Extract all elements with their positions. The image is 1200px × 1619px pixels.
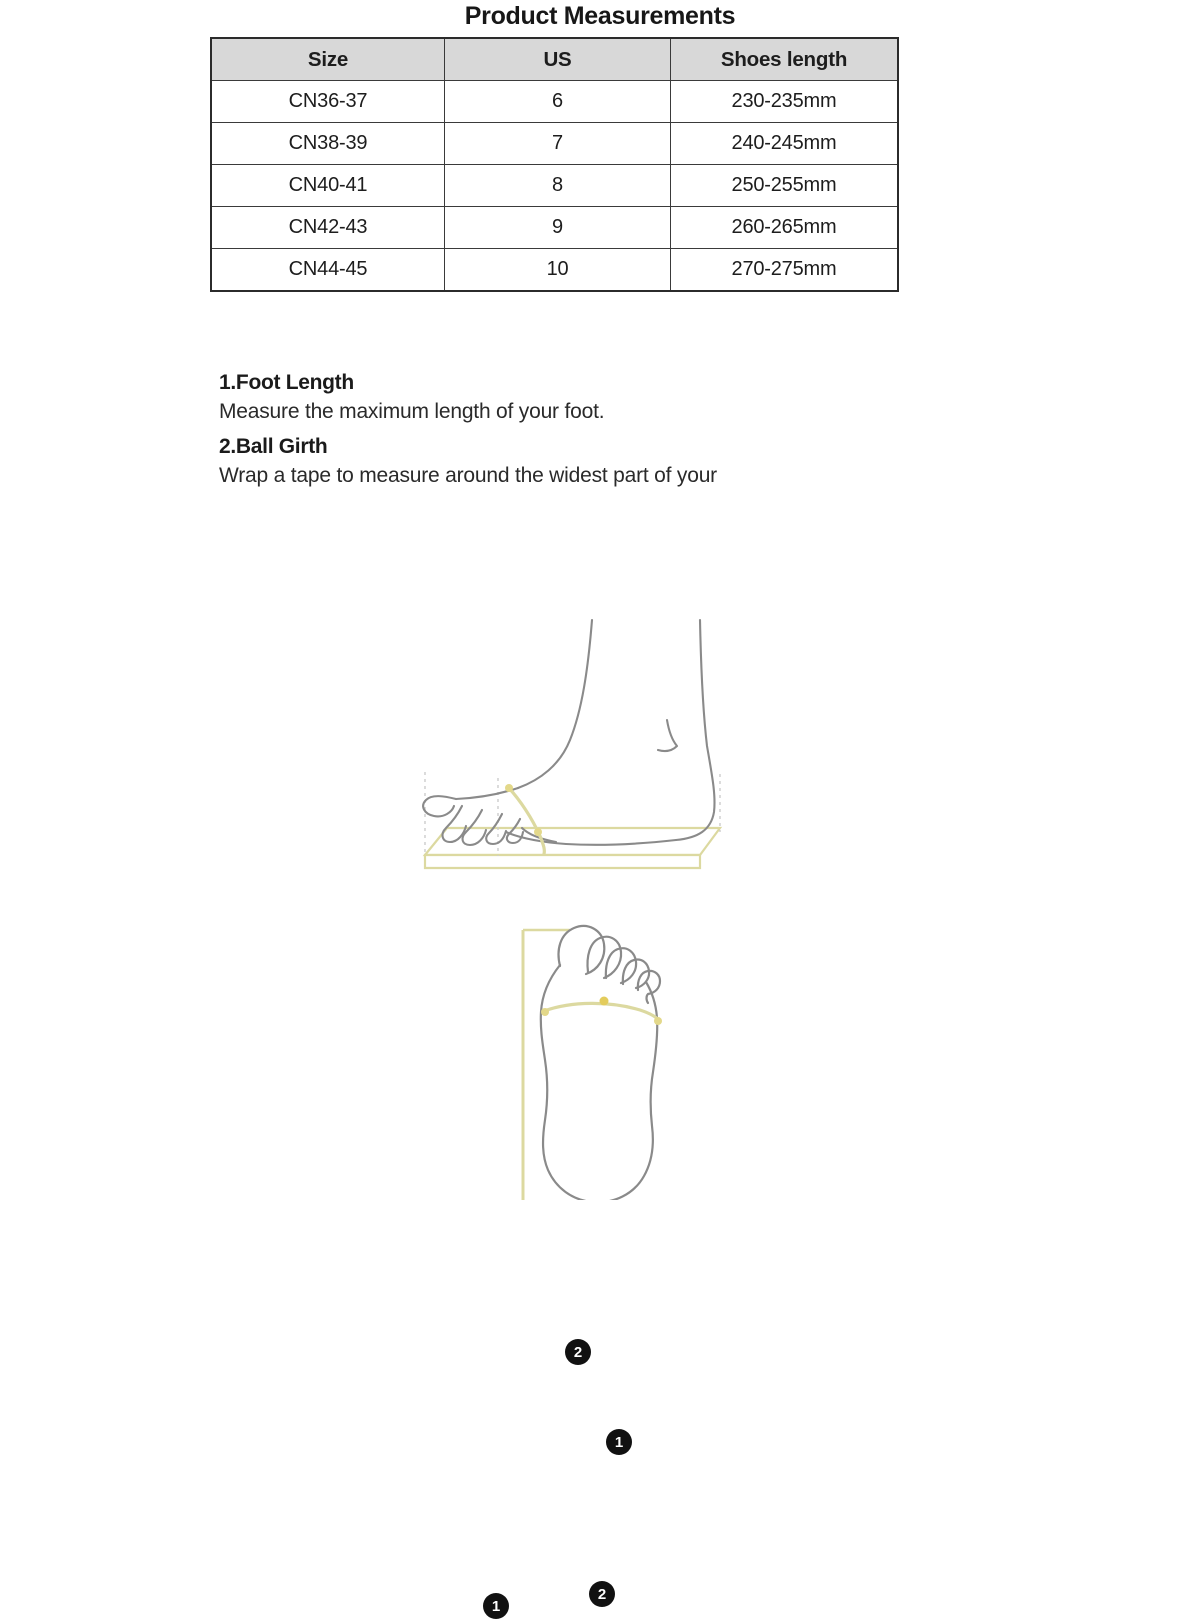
measurement-instructions <box>219 372 979 486</box>
cell-us: 10 <box>445 249 671 292</box>
sole-outline-shape <box>541 965 657 1200</box>
cell-us: 7 <box>445 123 671 165</box>
foot-measurement-figure <box>0 560 1200 1615</box>
instruction-body-foot-length: Measure the maximum length of your foot. <box>219 400 605 423</box>
cell-size: CN40-41 <box>211 165 445 207</box>
instruction-body-ball-girth: Wrap a tape to measure around the widest part of your <box>219 464 717 487</box>
badge-side-view-girth <box>565 1339 591 1365</box>
badge-label: 1 <box>491 1597 501 1615</box>
cell-shoes-length: 230-235mm <box>671 81 899 123</box>
column-header-shoes-length: Shoes length <box>671 38 899 81</box>
sole-view-girth-line <box>541 997 662 1026</box>
page-title: Product Measurements <box>464 2 736 30</box>
cell-us: 6 <box>445 81 671 123</box>
cell-size: CN42-43 <box>211 207 445 249</box>
cell-us: 8 <box>445 165 671 207</box>
sole-view-foot-diagram <box>523 926 662 1200</box>
sole-view-toes <box>559 926 660 1003</box>
side-view-measuring-platform <box>425 772 720 868</box>
platform-top-face <box>425 828 720 855</box>
table-row <box>211 207 898 249</box>
cell-shoes-length: 240-245mm <box>671 123 899 165</box>
instruction-heading-foot-length: 1.Foot Length <box>219 371 354 394</box>
girth-anchor-bottom <box>534 828 542 836</box>
table-row <box>211 249 898 292</box>
platform-front-face <box>425 855 700 868</box>
table-header-row <box>211 38 898 81</box>
badge-label: 1 <box>614 1433 624 1451</box>
badge-sole-view-girth <box>589 1581 615 1607</box>
shin-front-outline <box>518 620 592 788</box>
column-header-size: Size <box>211 38 445 81</box>
table-row <box>211 123 898 165</box>
girth-anchor-top <box>505 784 513 792</box>
cell-shoes-length: 270-275mm <box>671 249 899 292</box>
cell-shoes-length: 260-265mm <box>671 207 899 249</box>
table-row <box>211 165 898 207</box>
column-header-us: US <box>445 38 671 81</box>
cell-us: 9 <box>445 207 671 249</box>
badge-sole-view-length <box>483 1593 509 1619</box>
badge-label: 2 <box>573 1343 583 1361</box>
size-chart-table <box>210 37 899 292</box>
cell-size: CN38-39 <box>211 123 445 165</box>
cell-size: CN44-45 <box>211 249 445 292</box>
cell-shoes-length: 250-255mm <box>671 165 899 207</box>
side-view-foot-diagram <box>423 620 720 868</box>
calf-heel-outline <box>676 620 715 840</box>
girth-anchor-mid <box>600 997 609 1006</box>
table-row <box>211 81 898 123</box>
girth-anchor-right <box>654 1017 662 1025</box>
instruction-heading-ball-girth: 2.Ball Girth <box>219 435 328 458</box>
girth-anchor-left <box>541 1008 549 1016</box>
badge-label: 2 <box>597 1585 607 1603</box>
cell-size: CN36-37 <box>211 81 445 123</box>
ankle-bone-detail <box>658 720 677 751</box>
badge-side-view-length <box>606 1429 632 1455</box>
